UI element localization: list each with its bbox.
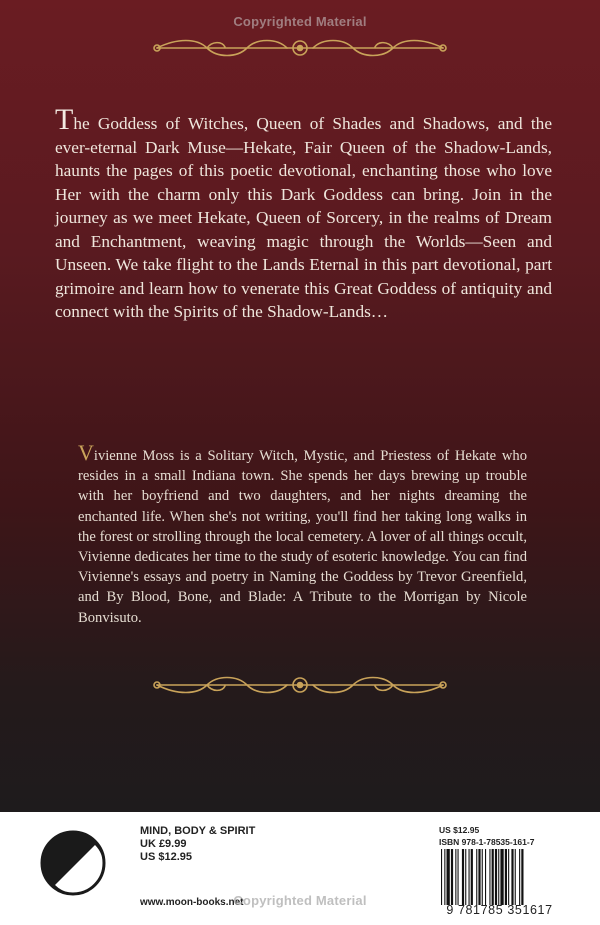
ornament-top-icon bbox=[137, 33, 463, 63]
barcode-price: US $12.95 bbox=[439, 825, 480, 835]
bio-drop-cap: V bbox=[78, 440, 94, 465]
publisher-website: www.moon-books.net bbox=[140, 897, 244, 908]
barcode-number: 9 781785 351617 bbox=[446, 903, 553, 917]
blurb-text: he Goddess of Witches, Queen of Shades and Shadows, and the ever-eternal Dark Muse—Hekate, Fair Queen of the Shadow-Lands, haunts the pages of this poetic devotional, enchanting those who love Her with the charm only this Dark Goddess can bring. Join in the journey as we meet Hekate, Queen of Sorcery, in the realms of Dream and Enchantment, weaving magic through the Worlds—Seen and Unseen. We take flight to the Lands Eternal in this part devotional, part grimoire and learn how to venerate this Great Goddess of antiquity and connect with the Spirits of the Shadow-Lands… bbox=[55, 114, 552, 321]
barcode-icon bbox=[439, 849, 563, 905]
book-blurb bbox=[55, 103, 552, 324]
watermark-bottom: Copyrighted Material bbox=[233, 893, 367, 908]
category-prices bbox=[140, 825, 255, 864]
isbn-label: ISBN 978-1-78535-161-7 bbox=[439, 837, 535, 847]
author-bio bbox=[78, 440, 527, 628]
bio-text: ivienne Moss is a Solitary Witch, Mystic, and Priestess of Hekate who resides in a small Indiana town. She spends her days brewing up trouble with her boyfriend and two daughters, and her nights dreaming the enchanted life. When she's not writing, you'll find her taking long walks in the forest or strolling through the local cemetery. A lover of all things occult, Vivienne dedicates her time to the study of esoteric knowledge. You can find Vivienne's essays and poetry in Naming the Goddess by Trevor Greenfield, and By Blood, Bone, and Blade: A Tribute to the Morrigan by Nicole Bonvisuto. bbox=[78, 448, 527, 626]
price-uk: UK £9.99 bbox=[140, 838, 187, 850]
price-us: US $12.95 bbox=[140, 851, 192, 863]
blurb-drop-cap: T bbox=[55, 103, 74, 136]
ornament-bottom-icon bbox=[137, 670, 463, 700]
cover-footer bbox=[0, 812, 600, 925]
category-label: MIND, BODY & SPIRIT bbox=[140, 825, 256, 837]
watermark-top: Copyrighted Material bbox=[233, 14, 367, 29]
moon-books-logo-icon bbox=[40, 830, 106, 896]
